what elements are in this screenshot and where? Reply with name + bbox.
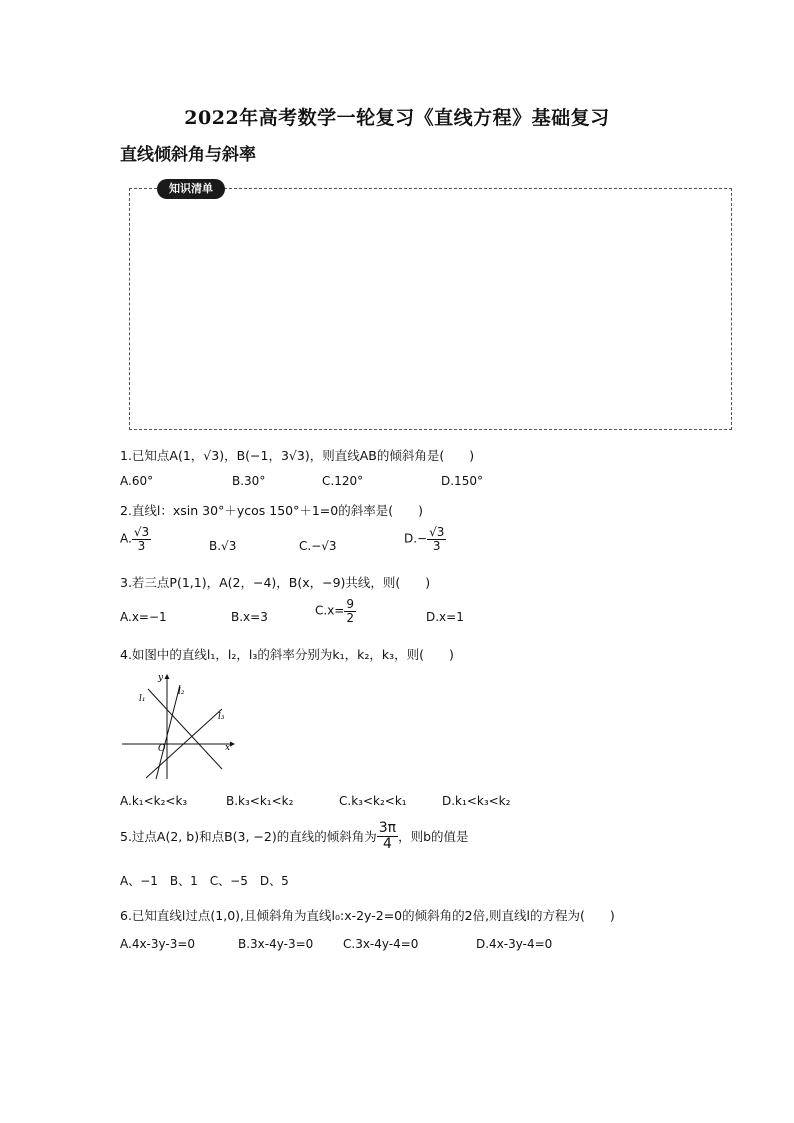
question-3-stem: 3.若三点P(1,1)，A(2，−4)，B(x，−9)共线，则( ) xyxy=(120,575,431,590)
q6-option-d: D.4x-3y-4=0 xyxy=(476,937,553,951)
q5-stem-pre: 5.过点A(2, b)和点B(3, −2)的直线的倾斜角为 xyxy=(120,829,377,845)
q2-option-a xyxy=(120,526,151,552)
q5-options: A、−1 B、1 C、−5 D、5 xyxy=(120,874,289,888)
q2-d-denominator: 3 xyxy=(432,538,441,553)
section-heading: 直线倾斜角与斜率 xyxy=(120,145,256,165)
knowledge-badge: 知识清单 xyxy=(157,179,225,199)
q5-angle-denominator: 4 xyxy=(382,835,392,852)
q1-option-d: D.150° xyxy=(441,474,483,488)
q3-option-a: A.x=−1 xyxy=(120,610,167,624)
line-l2 xyxy=(156,685,180,779)
question-2-stem: 2.直线l：xsin 30°＋ycos 150°＋1=0的斜率是( ) xyxy=(120,503,423,518)
question-6-stem: 6.已知直线l过点(1,0),且倾斜角为直线l₀:x-2y-2=0的倾斜角的2倍,则直线l的方程为( ) xyxy=(120,908,615,923)
q2-a-numerator: √3 xyxy=(133,525,150,539)
q2-option-d xyxy=(404,526,446,552)
q4-option-a: A.k₁<k₂<k₃ xyxy=(120,794,188,808)
y-axis-label: y xyxy=(158,673,164,683)
q6-option-a: A.4x-3y-3=0 xyxy=(120,937,196,951)
q2-option-d-label: D.− xyxy=(404,531,428,546)
q3-option-c-label: C.x= xyxy=(315,603,345,618)
q2-option-a-label: A. xyxy=(120,531,132,546)
lines-figure xyxy=(118,671,238,781)
question-4-stem: 4.如图中的直线l₁，l₂，l₃的斜率分别为k₁，k₂，k₃，则( ) xyxy=(120,647,454,662)
page-title: 2022年高考数学一轮复习《直线方程》基础复习 xyxy=(184,107,610,129)
origin-label: O xyxy=(158,744,166,754)
q2-a-denominator: 3 xyxy=(137,538,146,553)
q5-angle-numerator: 3π xyxy=(378,820,397,836)
q5-stem-post: ，则b的值是 xyxy=(398,829,469,845)
x-axis-label: x xyxy=(225,743,231,753)
q6-option-b: B.3x-4y-3=0 xyxy=(238,937,314,951)
q2-option-c: C.−√3 xyxy=(299,539,337,553)
line-l1 xyxy=(148,689,222,769)
q1-option-a: A.60° xyxy=(120,474,154,488)
q3-c-numerator: 9 xyxy=(346,597,354,611)
q3-c-denominator: 2 xyxy=(346,610,354,625)
question-1-stem: 1.已知点A(1，√3)，B(−1，3√3)，则直线AB的倾斜角是( ) xyxy=(120,448,475,463)
q3-option-b: B.x=3 xyxy=(231,610,268,624)
q3-option-d: D.x=1 xyxy=(426,610,464,624)
l3-label: l₃ xyxy=(218,712,225,722)
q4-option-d: D.k₁<k₃<k₂ xyxy=(442,794,511,808)
l1-label: l₁ xyxy=(139,694,146,704)
knowledge-box xyxy=(129,188,732,430)
q1-option-c: C.120° xyxy=(322,474,364,488)
q2-option-b: B.√3 xyxy=(209,539,237,553)
q4-option-b: B.k₃<k₁<k₂ xyxy=(226,794,294,808)
q1-option-b: B.30° xyxy=(232,474,266,488)
q3-option-c xyxy=(315,598,356,624)
q4-option-c: C.k₃<k₂<k₁ xyxy=(339,794,407,808)
x-axis-arrow xyxy=(230,742,235,747)
question-5-stem xyxy=(120,821,469,851)
q6-option-c: C.3x-4y-4=0 xyxy=(343,937,419,951)
y-axis-arrow xyxy=(165,674,170,679)
q2-d-numerator: √3 xyxy=(429,525,445,539)
l2-label: l₂ xyxy=(178,687,185,697)
